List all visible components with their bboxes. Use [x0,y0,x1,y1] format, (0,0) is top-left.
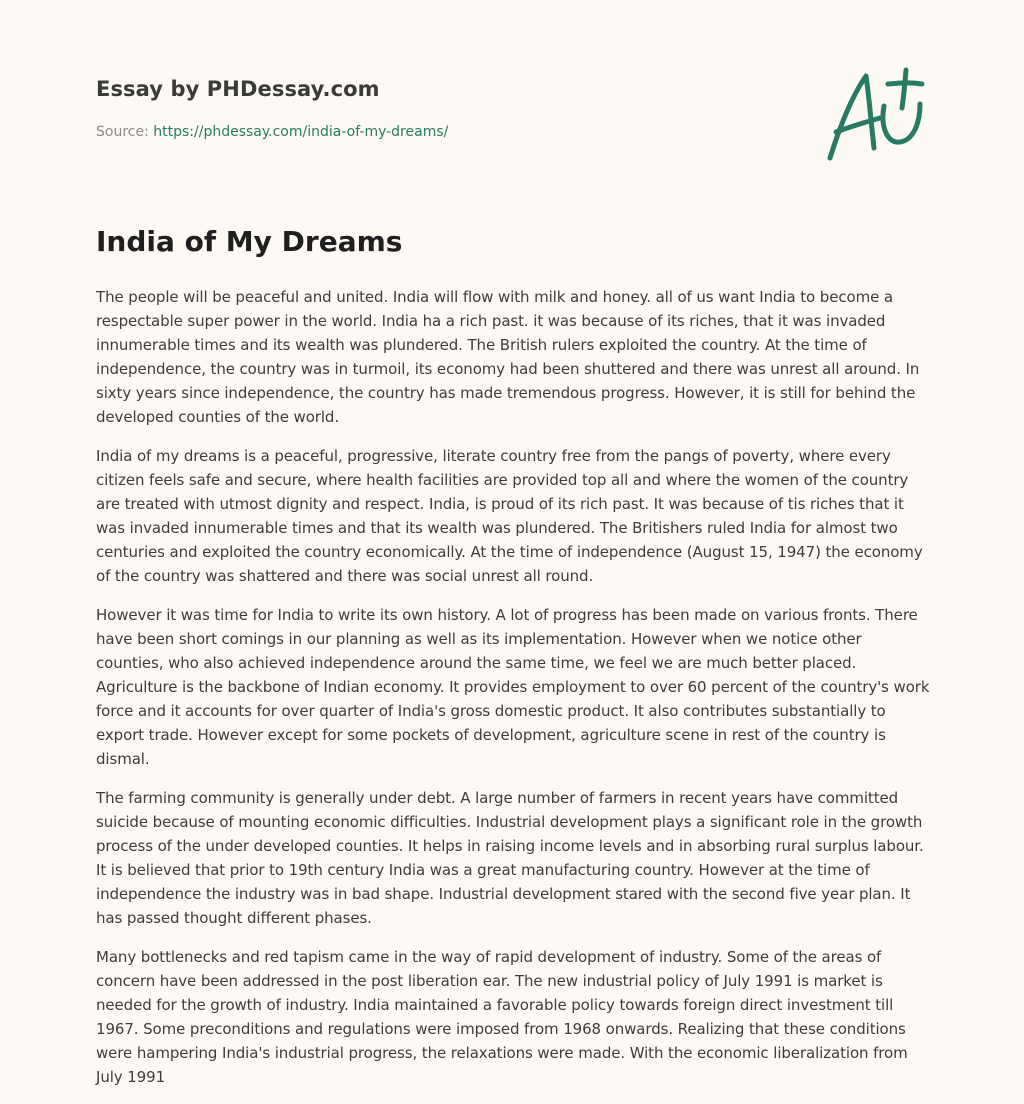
essay-paragraph: India of my dreams is a peaceful, progressive, literate country free from the pangs of poverty, where every citizen feels safe and secure, where health facilities are provided top all and where the women of the country are treated with utmost dignity and respect. India, is proud of its rich past. It was because of tis riches that it was invaded innumerable times and that its wealth was plundered. The Britishers ruled India for almost two centuries and exploited the country economically. At the time of independence (August 15, 1947) the economy of the country was shattered and there was social unrest all round. [96,447,923,585]
essay-paragraph: Many bottlenecks and red tapism came in the way of rapid development of industry. Some of the areas of concern have been addressed in the post liberation ear. The new industrial policy of July 1991 is market is needed for the growth of industry. India maintained a favorable policy towards foreign direct investment till 1967. Some preconditions and regulations were imposed from 1968 onwards. Realizing that these conditions were hampering India's industrial progress, the relaxations were made. With the economic liberalization from July 1991 [96,948,908,1086]
essay-title: India of My Dreams [96,225,403,258]
source-link[interactable]: https://phdessay.com/india-of-my-dreams/ [153,124,449,140]
essay-paragraph: However it was time for India to write its own history. A lot of progress has been made on various fronts. There have been short comings in our planning as well as its implementation. However when we notice other counties, who also achieved independence around the same time, we feel we are much better placed. Agriculture is the backbone of Indian economy. It provides employment to over 60 percent of the country's work force and it accounts for over quarter of India's gross domestic product. It also contributes substantially to export trade. However except for some pockets of development, agriculture scene in rest of the country is dismal. [96,606,930,768]
essay-paragraph: The farming community is generally under debt. A large number of farmers in recent years have committed suicide because of mounting economic difficulties. Industrial development plays a significant role in the growth process of the under developed counties. It helps in raising income levels and in absorbing rural surplus labour. It is believed that prior to 19th century India was a great manufacturing country. However at the time of independence the industry was in bad shape. Industrial development stared with the second five year plan. It has passed thought different phases. [96,789,924,927]
essay-paragraph: The people will be peaceful and united. India will flow with milk and honey. all of us want India to become a respectable super power in the world. India ha a rich past. it was because of its riches, that it was invaded innumerable times and its wealth was plundered. The British rulers exploited the country. At the time of independence, the country was in turmoil, its economy had been shuttered and there was unrest all around. In sixty years since independence, the country has made tremendous progress. However, it is still for behind the developed counties of the world. [96,288,920,426]
source-label: Source: [96,124,149,140]
site-brand: Essay by PHDessay.com [96,77,380,101]
essay-body [96,285,930,1104]
source-line [96,124,448,140]
a-plus-logo-icon [822,66,932,166]
